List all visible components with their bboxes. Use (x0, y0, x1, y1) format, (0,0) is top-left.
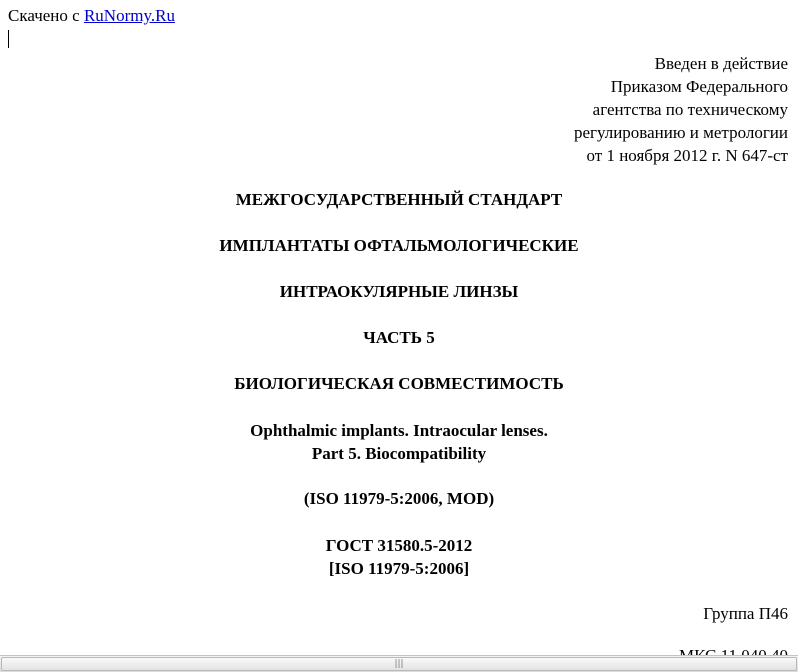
iso-reference-text: (ISO 11979-5:2006, MOD) (303, 489, 495, 508)
intro-line: регулированию и метрологии (573, 123, 788, 142)
scrollbar-grip-icon: ||| (394, 659, 404, 669)
source-prefix: Скачено с (8, 6, 84, 25)
title-heading-1 (0, 234, 798, 257)
title-2-text: ИНТРАОКУЛЯРНЫЕ ЛИНЗЫ (279, 282, 519, 301)
part-text: ЧАСТЬ 5 (363, 328, 435, 347)
intro-line: агентства по техническому (592, 100, 788, 119)
iso-reference (0, 487, 798, 510)
intro-line: от 1 ноября 2012 г. N 647-ст (586, 146, 788, 165)
runormy-link[interactable]: RuNormy.Ru (83, 6, 175, 25)
title-heading-3 (0, 372, 798, 395)
english-title-line-2: Part 5. Biocompatibility (311, 444, 487, 463)
scrollbar-thumb[interactable] (1, 657, 797, 671)
intro-line: Введен в действие (654, 54, 788, 73)
text-caret (8, 30, 9, 48)
gost-designation (0, 534, 798, 580)
standard-type-heading (0, 188, 798, 211)
group-label (703, 604, 788, 624)
english-title (0, 419, 798, 465)
title-1-text: ИМПЛАНТАТЫ ОФТАЛЬМОЛОГИЧЕСКИЕ (219, 236, 579, 255)
title-heading-2 (0, 280, 798, 303)
gost-line-1: ГОСТ 31580.5-2012 (325, 536, 473, 555)
part-heading (0, 326, 798, 349)
group-text: Группа П46 (703, 604, 788, 623)
intro-line: Приказом Федерального (610, 77, 788, 96)
source-line (8, 6, 175, 26)
standard-type-text: МЕЖГОСУДАРСТВЕННЫЙ СТАНДАРТ (235, 190, 563, 209)
intro-block (574, 52, 788, 167)
english-title-line-1: Ophthalmic implants. Intraocular lenses. (250, 421, 548, 440)
gost-line-2: [ISO 11979-5:2006] (328, 559, 470, 578)
title-3-text: БИОЛОГИЧЕСКАЯ СОВМЕСТИМОСТЬ (234, 374, 564, 393)
horizontal-scrollbar[interactable] (0, 655, 798, 672)
